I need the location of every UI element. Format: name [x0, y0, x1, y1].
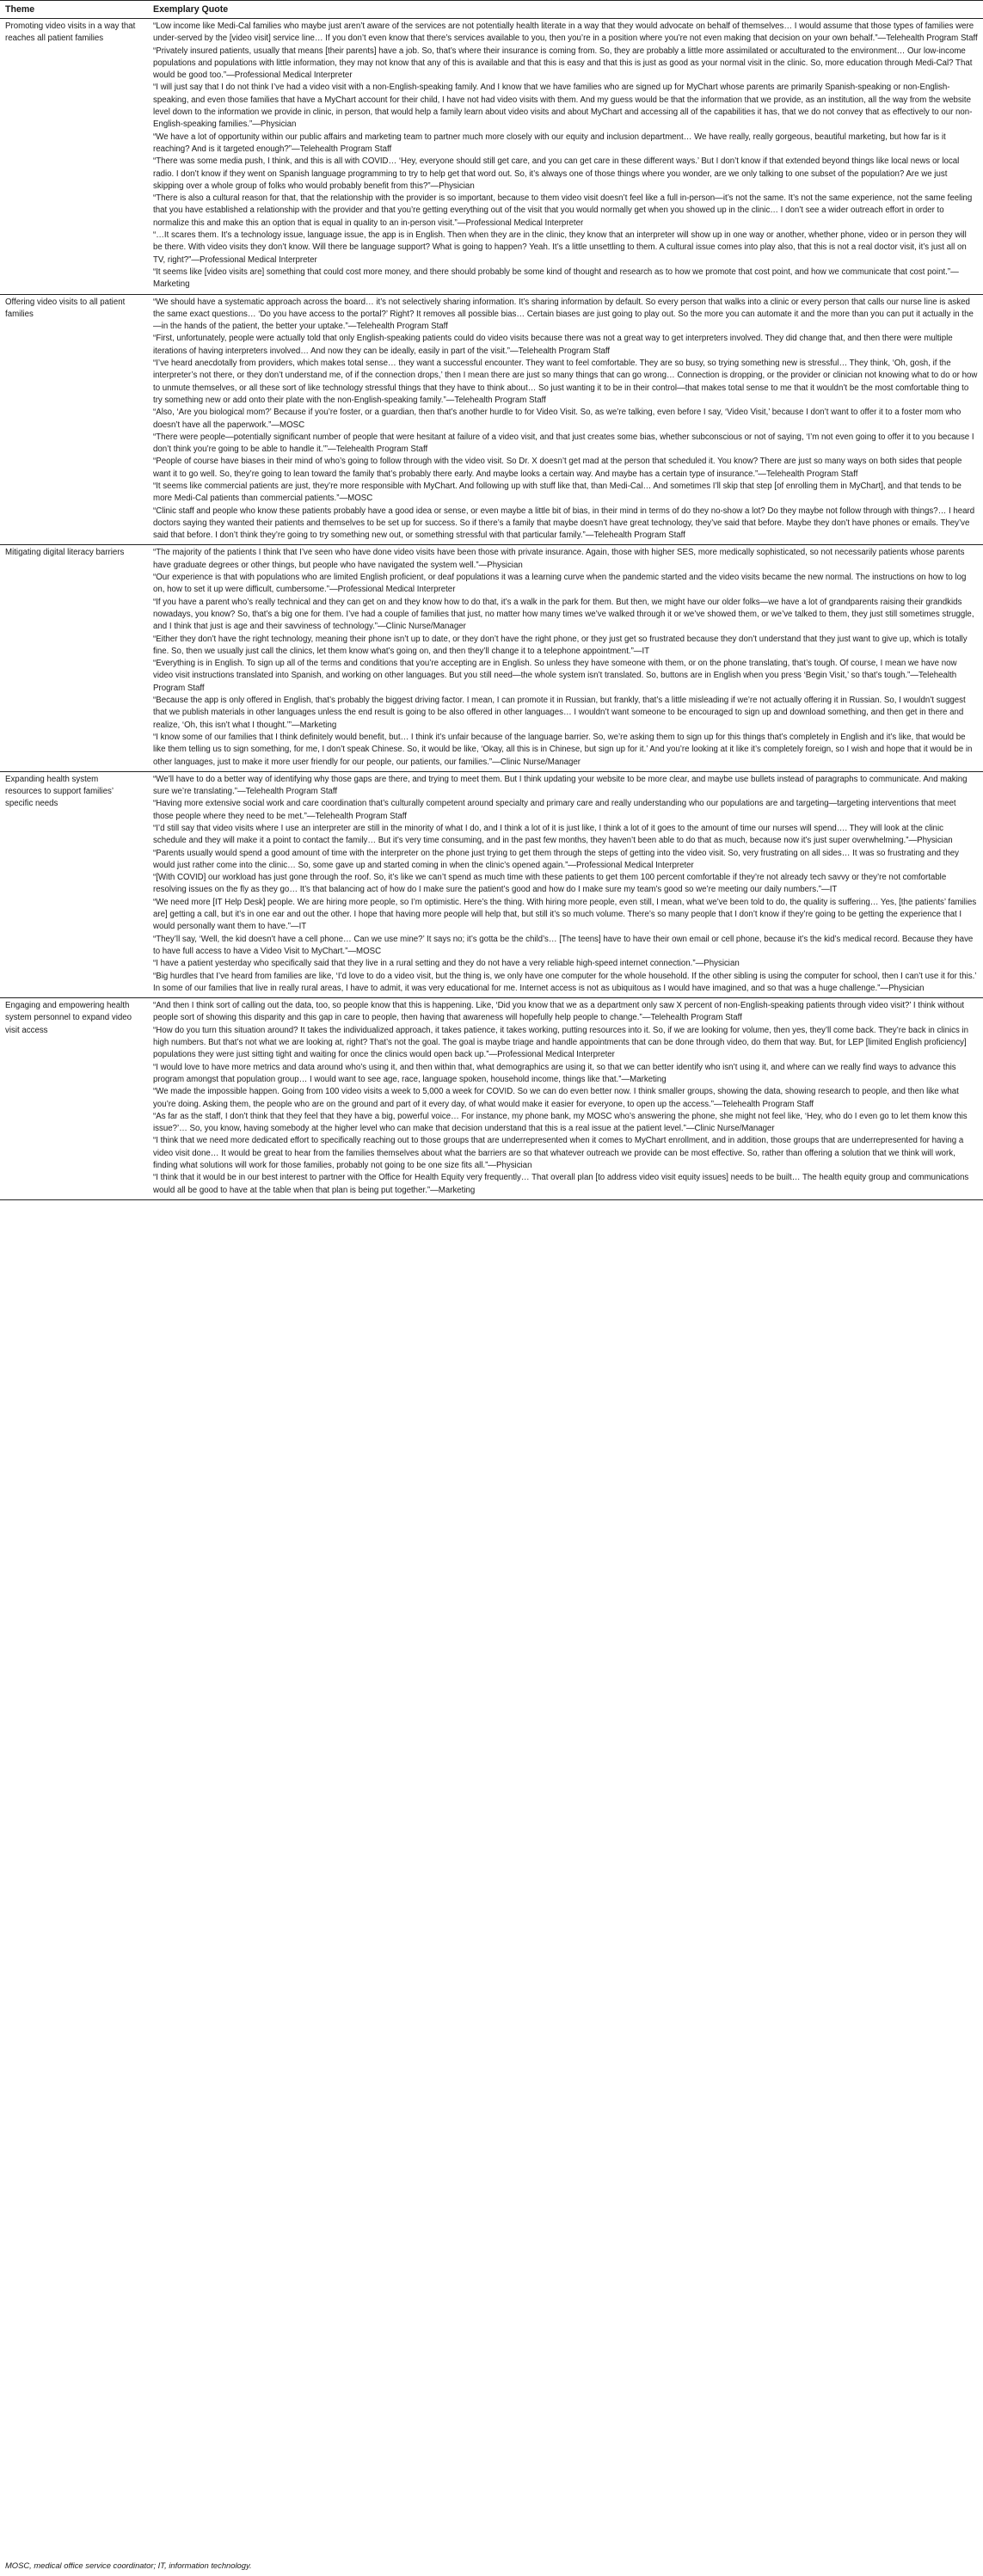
quote-text: “There were people—potentially significant number of people that were hesitant at failure of a video visit, and that just creates some bias, whether subconscious or not of saying, ‘I’m not even going to offer it to you because I don’t think you’re going to be able to handle it.’”—Telehealth Program Staff	[153, 432, 974, 455]
table-row	[0, 545, 983, 771]
quote-text: “I have a patient yesterday who specifically said that they live in a rural setting and they do not have a very reliable high-speed internet connection.”—Physician	[153, 959, 740, 969]
quote-text: “Either they don’t have the right technology, meaning their phone isn’t up to date, or they don’t have the right phone, or they just get so frustrated because they don’t understand that they just want to give up, which is totally fine. So, then we usually just call the clinics, let them know what’s going on, and then they’ll change it to a telephone appointment.”—IT	[153, 634, 968, 656]
quote-text: “I will just say that I do not think I’ve had a video visit with a non-English-speaking family. And I know that we have families who are signed up for MyChart whose parents are primarily Spanish-speaking or non-English-speaking, and even those families that have a MyChart account for their child, I have not had video visits with them. And my guess would be that the information that we provide, as an institution, all the way from the website level down to the information we provide in clinic, in person, that would help a family learn about video visits and about MyChart and accessing all of the capabilities it has, that we do not convey that as effectively to our non-English-speaking families.”—Physician	[153, 83, 973, 130]
quote-text: “I would love to have more metrics and data around who’s using it, and then within that, what demographics are using it, so that we can better identify who isn’t using it, and where can we really find ways to advance this program amongst that population group… I would want to see age, race, language spoken, household income, things like that.”—Marketing	[153, 1062, 956, 1084]
quote-text: “The majority of the patients I think that I’ve seen who have done video visits have been those with private insurance. Again, those with higher SES, more medically sophisticated, so not necessarily patients whose parents have graduate degrees or other things, but people who have navigated the system well.”—Physician	[153, 548, 965, 570]
exemplary-quotes-table	[0, 0, 983, 1200]
quote-text: “We need more [IT Help Desk] people. We are hiring more people, so I’m optimistic. Here’s the thing. With hiring more people, even still, I mean, what we’ve been told to do, the quality is suffering… Yes, [the patients’ families are] getting a call, but it’s in one ear and out the other. I hope that having more people will help that, but still it’s so much volume. There’s so many people that I don’t know if they’re going to be getting the experience that I would personally want them to have.”—IT	[153, 897, 977, 932]
theme-cell: Engaging and empowering health system personnel to expand video visit access	[0, 998, 148, 1200]
quote-text: “It seems like [video visits are] something that could cost more money, and there should probably be some kind of thought and research as to how we promote that cost point, and how we communicate that cost point.”—Marketing	[153, 267, 959, 290]
quote-text: “There is also a cultural reason for that, that the relationship with the provider is so important, because to them video visit doesn’t feel like a full in-person—it’s not the same. It’s not the same experience, not the same feeling that you have established a relationship with the provider and that you’re getting everything out of the visit that you would normally get when you showed up in the clinic… I don’t see a wider outreach effort in order to normalize this and make this an option that is equal in quality to an in-person visit.”—Professional Medical Interpreter	[153, 193, 973, 228]
quote-text: “I think that it would be in our best interest to partner with the Office for Health Equity very frequently… That overall plan [to address video visit equity issues] needs to be built… The health equity group and communications would all be good to have at the table when that plan is being put together.”—Marketing	[153, 1173, 969, 1195]
quote-text: “We’ll have to do a better way of identifying why those gaps are there, and trying to meet them. But I think updating your website to be more clear, and maybe use bullets instead of paragraphs to communicate. And making sure we’re translating.”—Telehealth Program Staff	[153, 774, 968, 797]
quotes-cell	[148, 19, 983, 295]
quotes-cell	[148, 771, 983, 997]
quote-text: “People of course have biases in their mind of who’s going to follow through with the video visit. So Dr. X doesn’t get mad at the person that scheduled it. You know? There are just so many ways on both sides that people want it to go well. So, they’re going to lean toward the family that’s probably there early. And maybe looks a certain way. And maybe has a certain type of insurance.”—Telehealth Program Staff	[153, 457, 962, 479]
table-row	[0, 998, 983, 1200]
table-row	[0, 294, 983, 545]
quotes-cell	[148, 545, 983, 771]
quote-text: “It seems like commercial patients are just, they’re more responsible with MyChart. And following up with stuff like that, than Medi-Cal… And sometimes I’ll skip that step [of enrolling them in MyChart], and that tends to be more Medi-Cal patients than commercial patients.”—MOSC	[153, 481, 961, 504]
quote-text: “Big hurdles that I’ve heard from families are like, ‘I’d love to do a video visit, but the thing is, we only have one computer for the whole household. If the other sibling is using the computer for school, then I can’t use it for this.’ In some of our families that live in really rural areas, I have to admit, it was very educational for me. Internet access is not as ubiquitous as I would have imagined, and so that was a huge challenge.”—Physician	[153, 971, 977, 993]
quote-text: “Clinic staff and people who know these patients probably have a good idea or sense, or even maybe a little bit of bias, in their mind in terms of do they no-show a lot? Do they maybe not follow through with things?… I heard doctors saying they wanted their patients and themselves to be set up for success. So if there’s a family that maybe doesn’t have great technology, they’ve said that before. Maybe they don’t have phones or emails. They’ve said that before. I don’t think they’re going to try something new out, or something stressful with that particular family.”—Telehealth Program Staff	[153, 506, 975, 541]
quote-text: “Privately insured patients, usually that means [their parents] have a job. So, that’s where their insurance is coming from. So, they are probably a little more assimilated or acculturated to the environment… Our low-income populations and populations with little information, they may not know that any of this is available and that this is easy and that this is just as good as your normal visit in the clinic. So, more education through Medi-Cal? That would be good too.”—Professional Medical Interpreter	[153, 46, 973, 81]
theme-cell: Offering video visits to all patient families	[0, 294, 148, 545]
quote-text: “If you have a parent who’s really technical and they can get on and they know how to do that, it’s a walk in the park for them. But then, we might have our older folks—we have a lot of grandparents raising their grandkids nowadays, you know? So, that’s a big one for them. I’ve had a couple of families that just, no matter how many times we’ve walked through it or we’ve showed them, or we’ve talked to them, they just still sometimes struggle, and I think that just is age and their savviness of technology.”—Clinic Nurse/Manager	[153, 597, 974, 632]
quote-text: “They’ll say, ‘Well, the kid doesn’t have a cell phone… Can we use mine?’ It says no; it’s gotta be the child’s… [The teens] have to have their own email or cell phone, because it’s the kid’s medical record. Because they have to have full access to have a Video Visit to MyChart.”—MOSC	[153, 934, 974, 956]
theme-column-header: Theme	[0, 1, 148, 19]
quotes-cell	[148, 294, 983, 545]
quote-text: “Everything is in English. To sign up all of the terms and conditions that you’re accepting are in English. So unless they have someone with them, or on the phone translating, that’s tough. Of course, I mean we have now video visit instructions translated into Spanish, and working on other languages. But you still need—the whole system isn’t translated. So, buttons are in English when you press ‘Begin Visit,’ so that’s tough.”—Telehealth Program Staff	[153, 659, 957, 693]
quote-text: “Low income like Medi-Cal families who maybe just aren’t aware of the services are not potentially health literate in a way that they would advocate on behalf of themselves… I would assume that those types of families were under-served by the [video visit] service line… If you don’t even know that there’s services available to you, then you’re in a position where you’re not even making that decision on your own behalf.”—Telehealth Program Staff	[153, 21, 978, 44]
table-row	[0, 771, 983, 997]
table-header-row	[0, 1, 983, 19]
quote-text: “Because the app is only offered in English, that’s probably the biggest driving factor. I mean, I can promote it in Russian, but frankly, that’s a little misleading if we’re not actually offering it in Russian. So, I wouldn’t suggest that we publish materials in other languages unless the end result is going to be also offered in other languages… I wouldn’t want someone to be encouraged to sign up and download something, and then get in there and realize, ‘Oh, this isn’t what I thought.’”—Marketing	[153, 696, 966, 730]
quote-text: “First, unfortunately, people were actually told that only English-speaking patients could do video visits because there was not a great way to get interpreters involved. They did change that, and then there were multiple iterations of having interpreters involved… And now they can be ideally, easily in part of the visit.”—Telehealth Program Staff	[153, 334, 953, 356]
quote-text: “Our experience is that with populations who are limited English proficient, or deaf populations it was a learning curve when the pandemic started and the video visits became the new normal. The instructions on how to log on, how to set it up were difficult, cumbersome.”—Professional Medical Interpreter	[153, 573, 967, 595]
quote-text: “I’ve heard anecdotally from providers, which makes total sense… they want a successful encounter. They want to feel comfortable. They are so busy, so trying something new is stressful… They think, ‘Oh, gosh, if the interpreter’s not there, or they don’t understand me, of if the connection drops,’ then I mean there are just so many things that can go wrong… Connection is dropping, or the provider or clinician not knowing what to do or how to unmute themselves, or all these sort of like technology stressful things that they have to think about… So just wanting it to be in their control—that makes total sense to me that it wouldn’t be the most comfortable thing to try something new or add onto their plate with the non-English-speaking family.”—Telehealth Program Staff	[153, 359, 978, 405]
quote-text: “We made the impossible happen. Going from 100 video visits a week to 5,000 a week for COVID. So we can do even better now. I think smaller groups, showing the data, showing research to people, and then like what you’re doing. Asking them, the people who are on the ground and part of it every day, of what would make it easier for everyone, to open up the access.”—Telehealth Program Staff	[153, 1087, 959, 1109]
quote-text: “[With COVID] our workload has just gone through the roof. So, it’s like we can’t spend as much time with these patients to get them 100 percent comfortable if they’re not already tech savvy or they’re not comfortable resolving issues on the fly as they go… It’s that balancing act of how do I make sure the patient’s good and how do I make sure my team’s good so we’re meeting our daily numbers.”—IT	[153, 873, 947, 895]
quotes-cell	[148, 998, 983, 1200]
quote-text: “Having more extensive social work and care coordination that’s culturally competent around specialty and primary care and really understanding who our populations are and targeting—targeting interventions that meet those people where they need to be met.”—Telehealth Program Staff	[153, 799, 956, 821]
theme-cell: Expanding health system resources to support families’ specific needs	[0, 771, 148, 997]
theme-cell: Promoting video visits in a way that reaches all patient families	[5, 21, 136, 44]
quote-text: “And then I think sort of calling out the data, too, so people know that this is happening. Like, ‘Did you know that we as a department only saw X percent of non-English-speaking patients through video visit?’ I think without people sort of showing this disparity and this gap in care to people, then having that awareness will hopefully help people to change.”—Telehealth Program Staff	[153, 1001, 965, 1023]
table-footnote: MOSC, medical office service coordinator; IT, information technology.	[5, 2561, 252, 2570]
quote-text: “There was some media push, I think, and this is all with COVID… ‘Hey, everyone should still get care, and you can get care in these different ways.’ But I don’t know if that extended beyond things like local news or local radio. I don’t know if they went on Spanish language programming to try to help get that word out. So, it’s always one of those things where you wonder, are we only talking to one subset of the population? Are we just skipping over a whole group of folks who would probably benefit from this?”—Physician	[153, 156, 960, 191]
quote-text: “…It scares them. It’s a technology issue, language issue, the app is in English. Then when they are in the clinic, they know that an interpreter will show up in one way or another, whether phone, video or in person they will be there. With video visits they don’t know. Will there be language support? What is going to happen? Yeah. It’s a little unsettling to them. A cultural issue comes into play also, that this is not a real doctor visit, it’s just all on TV, right?”—Professional Medical Interpreter	[153, 230, 967, 265]
quote-text: “I know some of our families that I think definitely would benefit, but… I think it’s unfair because of the language barrier. So, we’re asking them to sign up for this things that’s completely in English and it’s like, that would be like them telling us to sign something, for me, I don’t speak Chinese. So, it would be like, ‘Okay, all this is in Chinese, but sign up for it.’ And you’re looking at it like it’s completely foreign, so I wish and hope that it would be in other languages, just to make it more user friendly for our people, our patients, our families.”—Clinic Nurse/Manager	[153, 732, 973, 767]
quote-text: “We have a lot of opportunity within our public affairs and marketing team to partner much more closely with our equity and inclusion department… We have really, really gorgeous, beautiful marketing, but how far is it reaching? And is it targeted enough?”—Telehealth Program Staff	[153, 132, 946, 154]
quote-text: “How do you turn this situation around? It takes the individualized approach, it takes patience, it takes working, putting resources into it. So, if we are looking for volume, then yes, they’ll come back. They’re back in clinics in high numbers. But that’s not what we are looking at, right? That’s not the goal. The goal is maybe triage and handle appointments that can be done through video, do them that way. But, for LEP [limited English proficiency] populations they were just sitting tight and waiting for once the clinics would open back up.”—Professional Medical Interpreter	[153, 1025, 969, 1060]
quote-column-header: Exemplary Quote	[148, 1, 983, 19]
quote-text: “Also, ‘Are you biological mom?’ Because if you’re foster, or a guardian, then that’s another hurdle to for Video Visit. So, as we’re talking, even before I say, ‘Video Visit,’ because I don’t want to offer it to a foster mom who doesn’t have all the paperwork.”—MOSC	[153, 408, 961, 430]
table-body	[0, 19, 983, 1200]
quote-text: “Parents usually would spend a good amount of time with the interpreter on the phone just trying to get them through the steps of getting into the video visit. So, very frustrating on all sides… It was so frustrating and they would just rather come into the clinic… So, some gave up and started coming in when the clinic’s opened again.”—Professional Medical Interpreter	[153, 848, 959, 870]
table-row	[0, 19, 983, 295]
theme-cell: Mitigating digital literacy barriers	[0, 545, 148, 771]
quote-text: “I’d still say that video visits where I use an interpreter are still in the minority of what I do, and I think a lot of it is just like, I think a lot of it goes to the amount of time our nurses will spend…. They will look at the clinic schedule and they will make it a point to contact the family… But it’s very time consuming, and in the past few months, they haven’t been able to do that as much, because now it’s just super overwhelming.”—Physician	[153, 824, 953, 846]
quote-text: “We should have a systematic approach across the board… it’s not selectively sharing information. It’s sharing information by default. So every person that walks into a clinic or every person that calls our nurse line is asked the same exact questions… ‘Do you have access to the portal?’ Right? It removes all possible bias… Certain biases are just going to play out. So the more you can automate it and the more than you can put it actually in the—in the hands of the patient, the better your uptake.”—Telehealth Program Staff	[153, 297, 974, 332]
quote-text: “As far as the staff, I don’t think that they feel that they have a big, powerful voice… For instance, my phone bank, my MOSC who’s answering the phone, she might not feel like, ‘Hey, who do I even go to let them know this issue?’… So, you know, having somebody at the higher level who can make that decision understand that this is a real issue at the patient level.”—Clinic Nurse/Manager	[153, 1111, 968, 1134]
quote-text: “I think that we need more dedicated effort to specifically reaching out to those groups that are underrepresented when it comes to MyChart enrollment, and in addition, those groups that are underrepresented for having a video visit done… It would be great to hear from the families themselves about what the barriers are so that whatever outreach we provide can be most effective. So, rather than offering a solution that we think will work, finding what solutions will work for those families, probably not going to be one size fits all.”—Physician	[153, 1136, 964, 1171]
